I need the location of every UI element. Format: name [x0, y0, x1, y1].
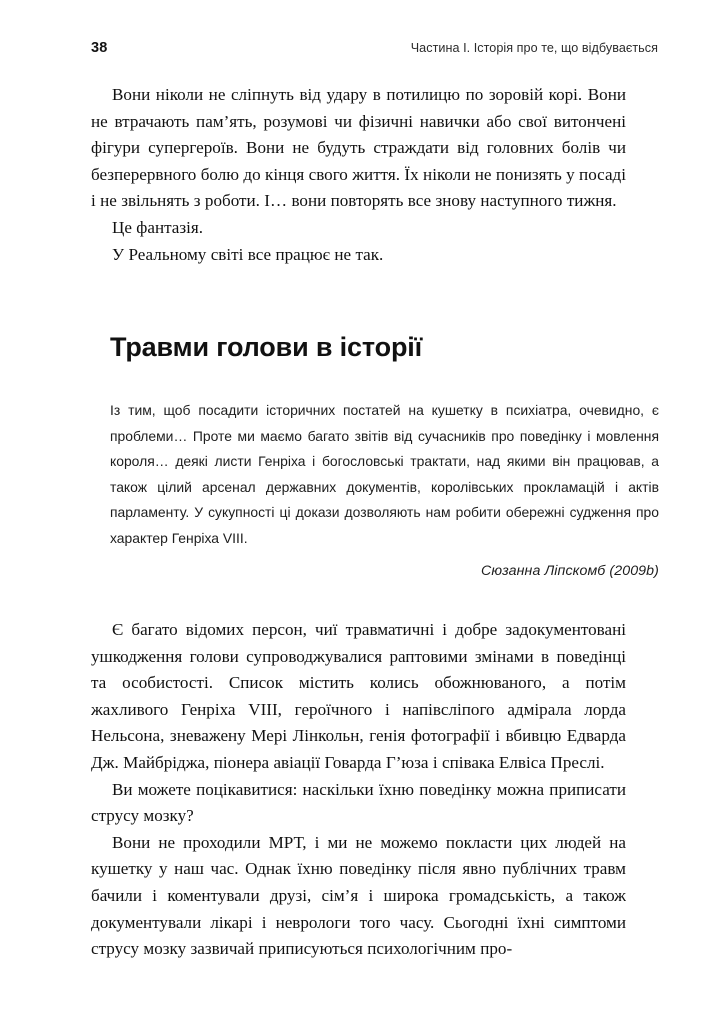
running-head [91, 40, 658, 62]
pull-quote-text: Із тим, щоб посадити історичних постатей на кушетку в психіатра, очевидно, є проблеми… Проте ми маємо багато звітів від сучасників про поведінку і мовлення короля… деякі листи Генріха і богословські трактати, над якими він працював, а також цілий арсенал державних документів, королівських прокламацій і актів парламенту. У сукупності ці докази дозволяють нам робити обережні судження про характер Генріха VIII. [110, 402, 659, 546]
paragraph: Це фантазія. [112, 217, 204, 237]
body-text-column-upper [91, 82, 626, 268]
running-title: Частина I. Історія про те, що відбувається [410, 41, 658, 55]
pull-quote [110, 398, 659, 579]
paragraph: Ви можете поцікавитися: наскільки їхню поведінку можна приписати струсу мозку? [91, 779, 626, 826]
paragraph: Вони не проходили МРТ, і ми не можемо покласти цих людей на кушетку у наш час. Однак їхню поведінку після явно публічних травм бачили і коментували друзі, сім’я і широка громадськість, а також документували лікарі і неврологи того часу. Сьогодні їхні симптоми струсу мозку зазвичай приписуються психологічним про- [91, 832, 626, 959]
paragraph: Є багато відомих персон, чиї травматичні і добре задокументовані ушкодження голови супроводжувалися раптовими змінами в поведінці та особистості. Список містить колись обожнюваного, а потім жахливого Генріха VIII, героїчного і напівсліпого адмірала лорда Нельсона, зневажену Мері Лінкольн, генія фотографії і вбивцю Едварда Дж. Майбріджа, піонера авіації Говарда Г’юза і співака Елвіса Преслі. [91, 620, 626, 772]
page-number: 38 [91, 40, 108, 56]
section-heading: Травми голови в історії [110, 332, 423, 362]
paragraph: У Реальному світі все працює не так. [112, 244, 384, 264]
paragraph: Вони ніколи не сліпнуть від удару в потилицю по зоровій корі. Вони не втрачають пам’ять, розумові чи фізичні навички або свої витончені фігури супергероїв. Вони не будуть страждати від головних болів чи безперервного болю до кінця свого життя. Їх ніколи не понизять у посаді і не звільнять з роботи. І… вони повторять все знову наступного тижня. [91, 85, 626, 211]
pull-quote-attribution: Сюзанна Ліпскомб (2009b) [480, 562, 659, 579]
body-text-column-lower [91, 617, 626, 963]
